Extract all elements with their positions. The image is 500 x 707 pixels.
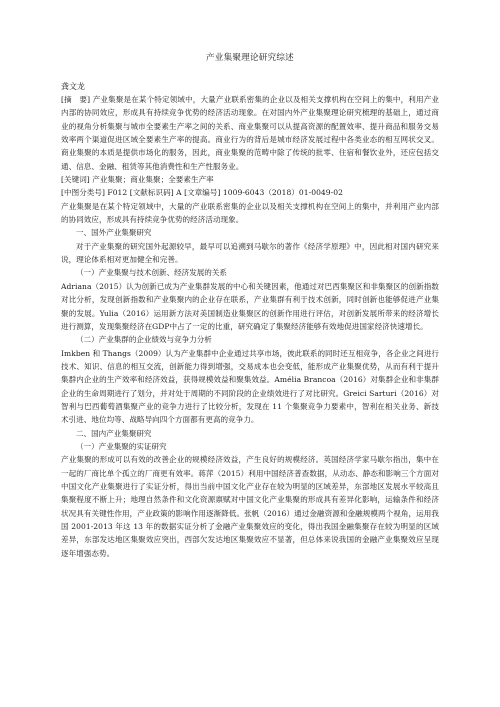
subsection-heading-performance: （二）产业集群的企业绩效与竞争力分析 [76, 335, 212, 345]
keywords-line: [关键词] 产业集聚；商业集聚；全要素生产率 [61, 175, 214, 185]
subsection-heading-empirical: （一）产业集聚的实证研究 [76, 441, 167, 451]
intro-paragraph: 产业集聚是在某个特定领域中，大量的产业联系密集的企业以及相关支撑机构在空间上的集中，并利用产业内部的协同效应，形成具有持续竞争优势的经济活动现象。 [61, 201, 439, 225]
author-name: 龚文龙 [61, 82, 85, 91]
section-heading-domestic: 二、国内产业集聚研究 [76, 428, 152, 438]
subsection-paragraph-innovation: Adriana（2015）认为创新已成为产业集群发展的中心和关键因素，他通过对巴西集聚区和非集聚区的创新指数对比分析，发现创新指数和产业集聚内的企业存在联系，产业集群有利于技术创新，同时创新也能够促进产业集聚的发展。Yulia（2016）运用新方法对美国制造业集聚区的创新作用进行评估，对创新发展所带来的经济增长进行测算，发现集聚经济在GDP中占了一定的比重，研究确定了集聚经济能够有效地促进国家经济快速增长。 [61, 281, 439, 331]
subsection-paragraph-performance: Imkben 和 Thangs（2009）认为产业集群中企业通过共享市场，彼此联系的同时还互相竞争，各企业之间进行技术、知识、信息的相互交流，创新能力得到增强，交易成本也会变低，能形成产业集聚优势，从而有利于提升集群内企业的生产效率和经济效益，获得规模效益和聚集效益。Amélia Brancoa（2016）对集群企业和非集群企业的生命周期进行了划分，并对处于周期的不同阶段的企业绩效进行了对比研究。Greici Sarturi（2016）对智利与巴西葡萄酒集聚产业的竞争力进行了比较分析，发现在 11 个集聚竞争力要素中，智利在相关业务、新技术引进、地位均等、战略导向四个方面都有更高的竞争力。 [61, 348, 440, 425]
classification-line: [中图分类号] F012 [文献标识码] A [文章编号] 1009-6043（2018）01-0049-02 [61, 188, 343, 198]
document-body [61, 52, 439, 560]
document-title: 产业集聚理论研究综述 [206, 53, 294, 63]
section-paragraph-foreign: 对于产业集聚的研究国外起源较早，最早可以追溯到马歇尔的著作《经济学原理》中，因此相对国内研究来说，理论体系相对更加健全和完善。 [61, 241, 439, 265]
abstract-paragraph: [摘 要] 产业集聚是在某个特定领域中，大量产业联系密集的企业以及相关支撑机构在空间上的集中，利用产业内部的协同效应，形成具有持续竞争优势的经济活动现象。在对国内外产业集聚理论研究梳理的基础上，通过商业的视角分析集聚与城市全要素生产率之间的关系、商业集聚可以从提高资源的配置效率、提升商品和服务交易效率两个渠道促进区域全要素生产率的提高。商业行为的背后是城市经济发展过程中各类业态的相互网状交叉。商业集聚的本质是提供市场化的服务，因此，商业集聚的范畴中除了传统的批零、住宿和餐饮业外，还应包括交通、信息、金融、租赁等其他消费性和生产性服务业。 [61, 95, 439, 171]
subsection-paragraph-empirical: 产业集聚的形成可以有效的改善企业的规模经济效益，产生良好的规模经济。英国经济学家马歇尔指出，集中在一起的厂商比单个孤立的厂商更有效率。蒋萍（2015）利用中国经济普查数据，从动态、静态和影响三个方面对中国文化产业集聚进行了实证分析，得出当前中国文化产业存在较为明显的区域差异，东部地区发展水平较高且集聚程度不断上升；地理自然条件和文化资源禀赋对中国文化产业集聚的形成具有差异化影响，运输条件和经济状况具有关键性作用，产业政策的影响作用逐渐降低。张帆（2016）通过金融资源和金融规模两个视角，运用我国 2001-2013 年这 13 年的数据实证分析了金融产业集聚效应的变化，得出我国金融集聚存在较为明显的区域差异，东部发达地区集聚效应突出，西部欠发达地区集聚效应不显著，但总体来说我国的金融产业集聚效应呈现逐年增强态势。 [61, 455, 439, 558]
subsection-heading-innovation: （一）产业集聚与技术创新、经济发展的关系 [76, 268, 227, 278]
section-heading-foreign: 一、国外产业集聚研究 [76, 228, 152, 238]
